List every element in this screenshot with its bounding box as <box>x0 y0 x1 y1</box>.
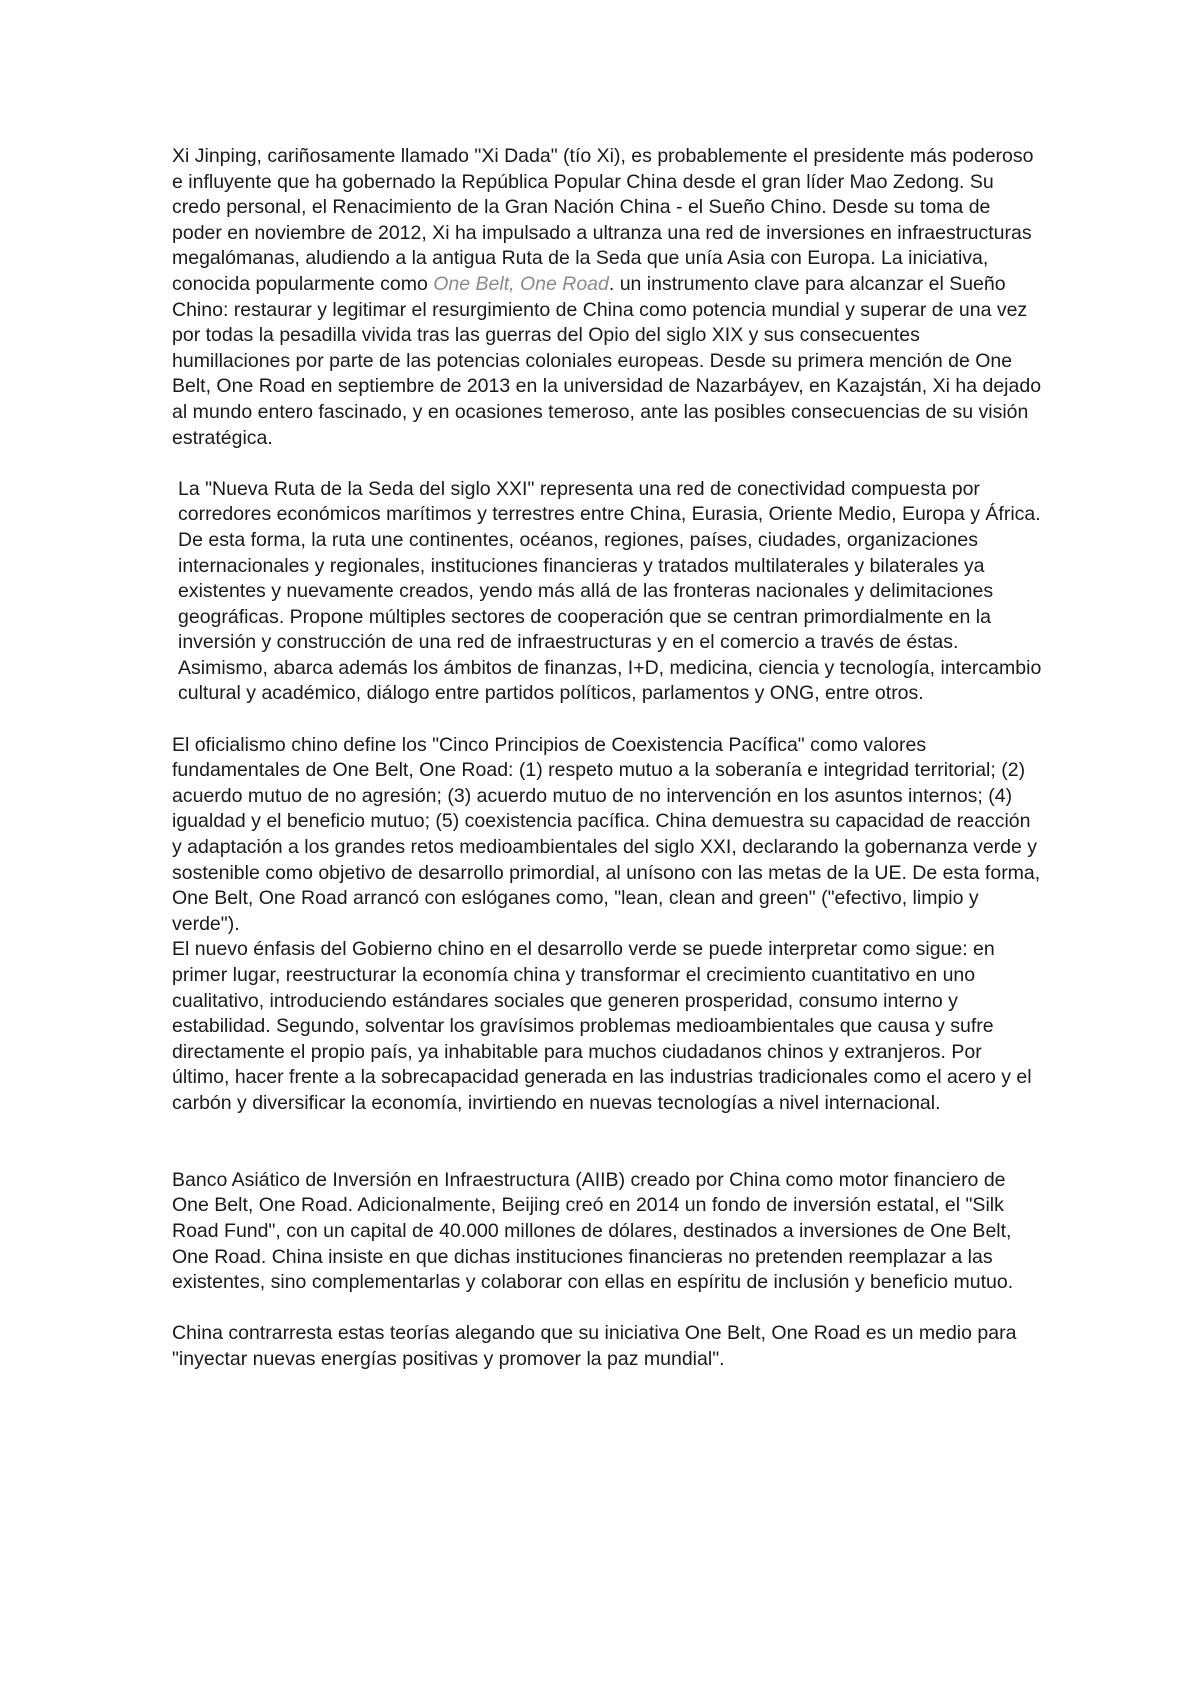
paragraph-five-principles: El oficialismo chino define los "Cinco Principios de Coexistencia Pacífica" como valores fundamentales de One Belt, One Road: (1) respeto mutuo a la soberanía e integridad territorial; (2) acuerdo mutuo de no agresión; (3) acuerdo mutuo de no intervención en los asuntos internos; (4) igualdad y el beneficio mutuo; (5) coexistencia pacífica. China demuestra su capacidad de reacción y adaptación a los grandes retos medioambientales del siglo XXI, declarando la gobernanza verde y sostenible como objetivo de desarrollo primordial, al unísono con las metas de la UE. De esta forma, One Belt, One Road arrancó con eslóganes como, "lean, clean and green" ("efectivo, limpio y verde"). <box>172 733 1041 935</box>
paragraph-green-development: El nuevo énfasis del Gobierno chino en el desarrollo verde se puede interpretar como sigue: en primer lugar, reestructurar la economía china y transformar el crecimiento cuantitativo en uno cualitativo, introduciendo estándares sociales que generen prosperidad, consumo interno y estabilidad. Segundo, solventar los gravísimos problemas medioambientales que causa y sufre directamente el propio país, ya inhabitable para muchos ciudadanos chinos y extranjeros. Por último, hacer frente a la sobrecapacidad generada en las industrias tradicionales como el acero y el carbón y diversificar la economía, invirtiendo en nuevas tecnologías a nivel internacional. <box>172 938 1032 1114</box>
paragraph-silk-road: La "Nueva Ruta de la Seda del siglo XXI" representa una red de conectividad compuesta por corredores económicos marítimos y terrestres entre China, Eurasia, Oriente Medio, Europa y África. De esta forma, la ruta une continentes, océanos, regiones, países, ciudades, organizaciones internacionales y regionales, instituciones financieras y tratados multilaterales y bilaterales ya existentes y nuevamente creados, yendo más allá de las fronteras nacionales y delimitaciones geográficas. Propone múltiples sectores de cooperación que se centran primordialmente en la inversión y construcción de una red de infraestructuras y en el comercio a través de éstas. Asimismo, abarca además los ámbitos de finanzas, I+D, medicina, ciencia y tecnología, intercambio cultural y académico, diálogo entre partidos políticos, parlamentos y ONG, entre otros. <box>178 477 1042 705</box>
paragraph-spacer <box>172 1296 1042 1322</box>
paragraph-spacer <box>172 707 1042 733</box>
paragraph-intro <box>172 144 1042 451</box>
paragraph-intro-text-end: . un instrumento clave para alcanzar el Sueño Chino: restaurar y legitimar el resurgimiento de China como potencia mundial y superar de una vez por todas la pesadilla vivida tras las guerras del Opio del siglo XIX y sus consecuentes humillaciones por parte de las potencias coloniales europeas. Desde su primera mención de One Belt, One Road en septiembre de 2013 en la universidad de Nazarbáyev, en Kazajstán, Xi ha dejado al mundo entero fascinado, y en ocasiones temeroso, ante las posibles consecuencias de su visión estratégica. <box>172 272 1042 449</box>
paragraph-conclusion: China contrarresta estas teorías alegando que su iniciativa One Belt, One Road es un medio para "inyectar nuevas energías positivas y promover la paz mundial". <box>172 1322 1017 1370</box>
paragraph-spacer <box>172 1117 1042 1168</box>
paragraph-spacer <box>172 451 1042 477</box>
paragraph-aiib: Banco Asiático de Inversión en Infraestructura (AIIB) creado por China como motor financiero de One Belt, One Road. Adicionalmente, Beijing creó en 2014 un fondo de inversión estatal, el "Silk Road Fund", con un capital de 40.000 millones de dólares, destinados a inversiones de One Belt, One Road. China insiste en que dichas instituciones financieras no pretenden reemplazar a las existentes, sino complementarlas y colaborar con ellas en espíritu de inclusión y beneficio mutuo. <box>172 1168 1014 1294</box>
paragraph-intro-text-start: Xi Jinping, cariñosamente llamado "Xi Dada" (tío Xi), es probablemente el presidente más poderoso e influyente que ha gobernado la República Popular China desde el gran líder Mao Zedong. Su credo personal, el Renacimiento de la Gran Nación China - el Sueño Chino. Desde su toma de poder en noviembre de 2012, Xi ha impulsado a ultranza una red de inversiones en infraestructuras megalómanas, aludiendo a la antigua Ruta de la Seda que unía Asia con Europa. La iniciativa, conocida popularmente como <box>172 145 1034 295</box>
document-body <box>172 144 1042 1373</box>
emphasis-one-belt-one-road: One Belt, One Road <box>433 272 609 295</box>
